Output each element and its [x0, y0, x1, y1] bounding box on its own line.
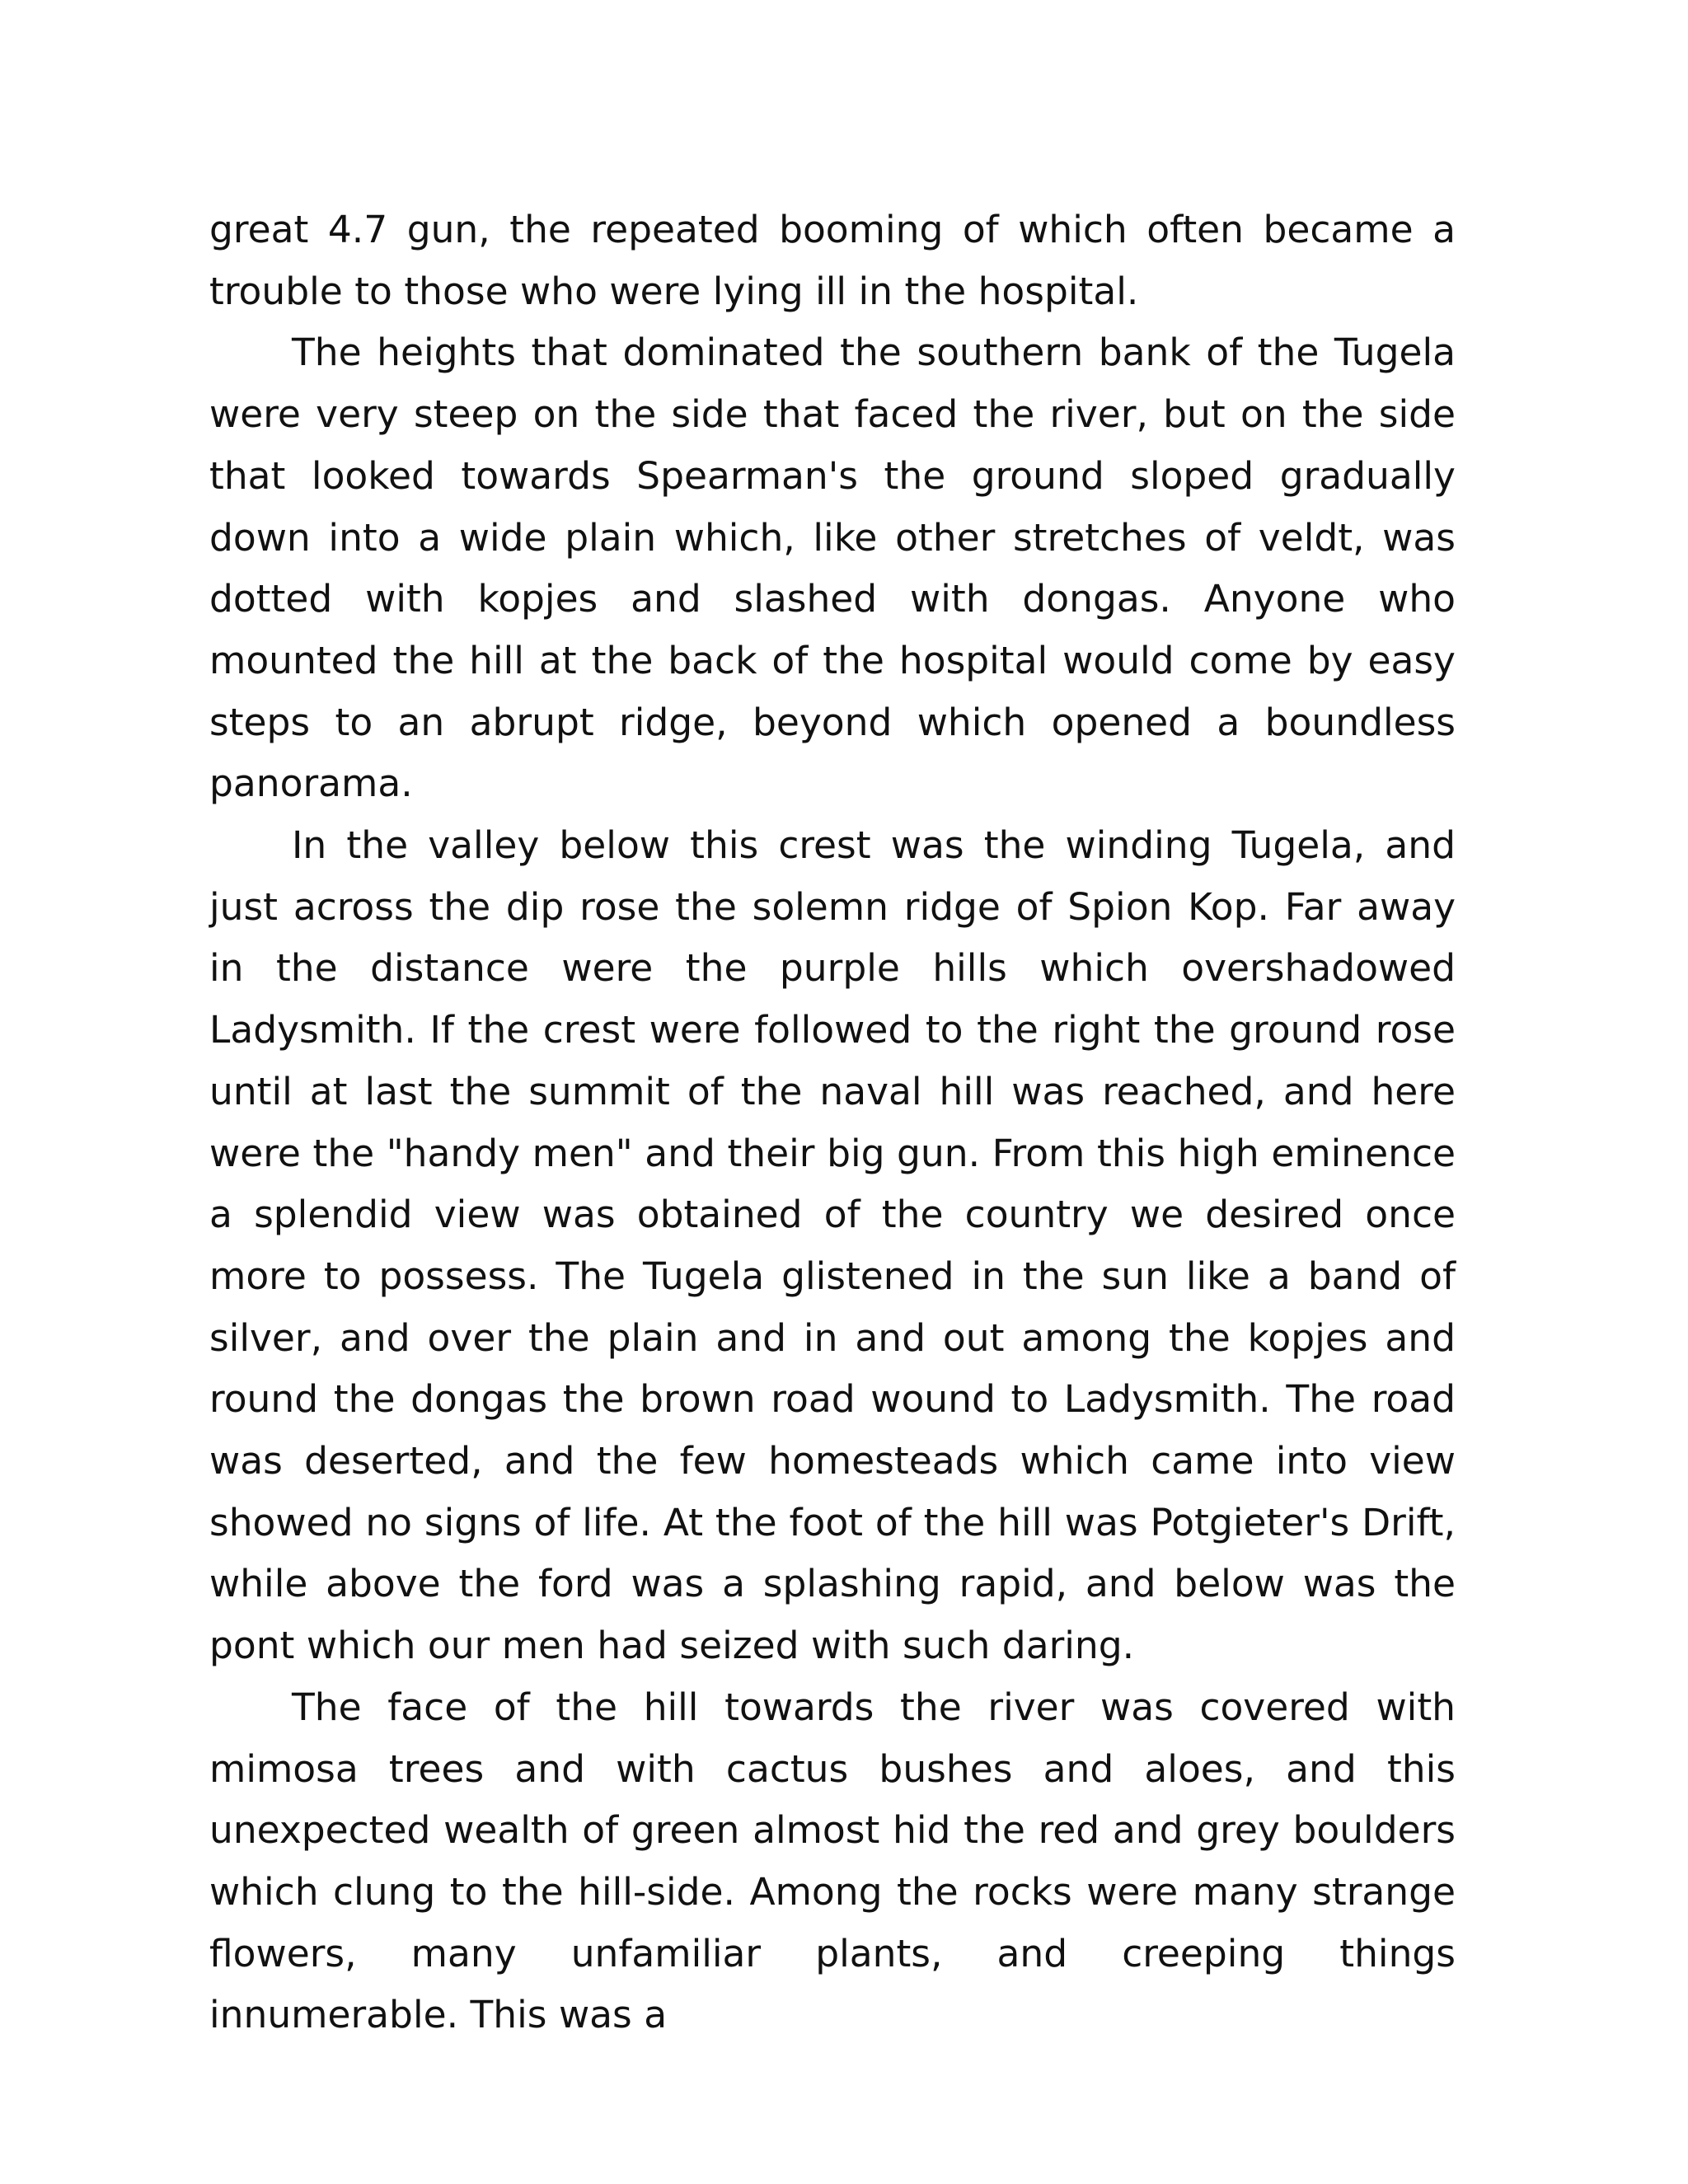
paragraph-1: great 4.7 gun, the repeated booming of which often became a trouble to those who were lying ill in the hospital. [209, 208, 1456, 313]
paragraph-3: In the valley below this crest was the winding Tugela, and just across the dip rose the solemn ridge of Spion Kop. Far away in the distance were the purple hills which overshadowed Ladysmith. If the crest were followed to the right the ground rose until at last the summit of the naval hill was reached, and here were the "handy men" and their big gun. From this high eminence a splendid view was obtained of the country we desired once more to possess. The Tugela glistened in the sun like a band of silver, and over the plain and in and out among the kopjes and round the dongas the brown road wound to Ladysmith. The road was deserted, and the few homesteads which came into view showed no signs of life. At the foot of the hill was Potgieter's Drift, while above the ford was a splashing rapid, and below was the pont which our men had seized with such daring. [209, 823, 1456, 1668]
paragraph-4: The face of the hill towards the river was covered with mimosa trees and with cactus bushes and aloes, and this unexpected wealth of green almost hid the red and grey boulders which clung to the hill-side. Among the rocks were many strange flowers, many unfamiliar plants, and creeping things innumerable. This was a [209, 1685, 1456, 2037]
page-body [209, 199, 1456, 2046]
paragraph-2: The heights that dominated the southern bank of the Tugela were very steep on the side that faced the river, but on the side that looked towards Spearman's the ground sloped gradually down into a wide plain which, like other stretches of veldt, was dotted with kopjes and slashed with dongas. Anyone who mounted the hill at the back of the hospital would come by easy steps to an abrupt ridge, beyond which opened a boundless panorama. [209, 330, 1456, 806]
